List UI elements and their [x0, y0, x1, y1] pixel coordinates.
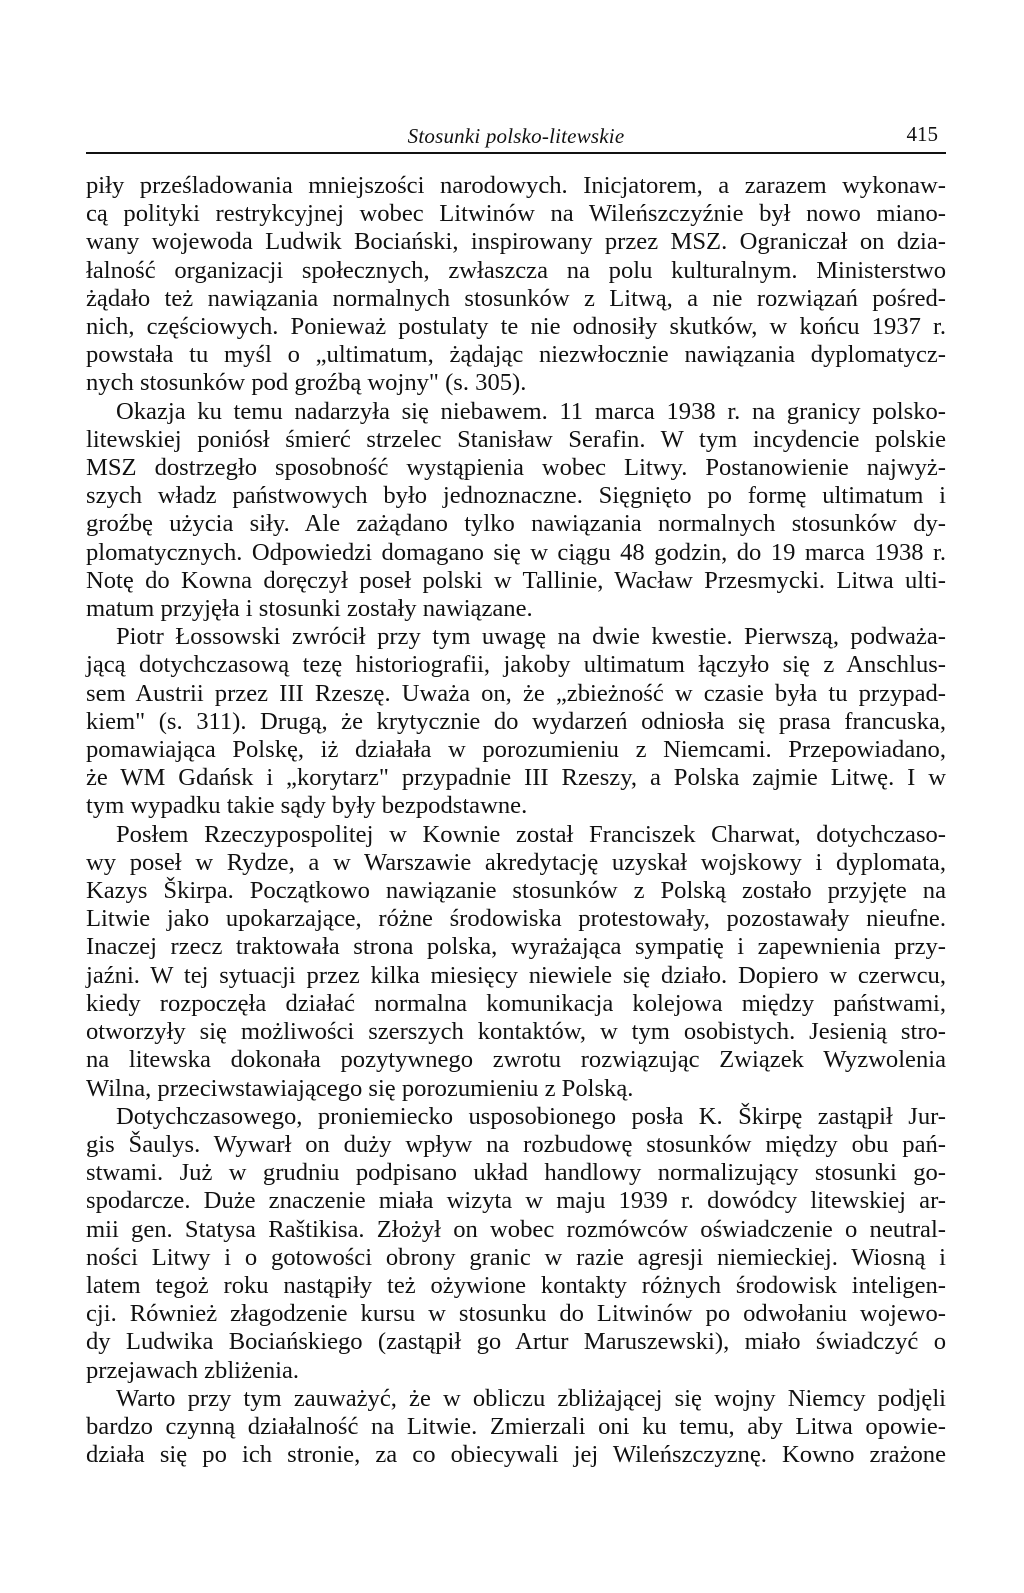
text-line: Inaczej rzecz traktowała strona polska, wyrażająca sympatię i zapewnienia przy-	[86, 933, 946, 961]
text-line: otworzyły się możliwości szerszych kontaktów, w tym osobistych. Jesienią stro-	[86, 1018, 946, 1046]
text-line: wany wojewoda Ludwik Bociański, inspirowany przez MSZ. Ograniczał on dzia-	[86, 228, 946, 256]
text-line: pomawiająca Polskę, iż działała w porozumieniu z Niemcami. Przepowiadano,	[86, 736, 946, 764]
text-line: powstała tu myśl o „ultimatum, żądając niezwłocznie nawiązania dyplomatycz-	[86, 341, 946, 369]
text-line: Okazja ku temu nadarzyła się niebawem. 11 marca 1938 r. na granicy polsko-	[116, 397, 946, 425]
text-line: bardzo czynną działalność na Litwie. Zmierzali oni ku temu, aby Litwa opowie-	[86, 1412, 946, 1440]
text-line: szych władz państwowych było jednoznaczne. Sięgnięto po formę ultimatum i	[86, 482, 946, 510]
text-line: nych stosunków pod groźbą wojny" (s. 305).	[86, 369, 527, 397]
text-line: żądało też nawiązania normalnych stosunków z Litwą, a nie rozwiązań pośred-	[86, 284, 946, 312]
text-line: Piotr Łossowski zwrócił przy tym uwagę na dwie kwestie. Pierwszą, podważa-	[116, 623, 946, 651]
text-line: jącą dotychczasową tezę historiografii, jakoby ultimatum łączyło się z Anschlus-	[86, 651, 946, 679]
running-title: Stosunki polsko-litewskie	[407, 124, 625, 148]
paragraph	[86, 1385, 946, 1470]
text-line: Wilna, przeciwstawiającego się porozumieniu z Polską.	[86, 1074, 634, 1102]
text-line: ności Litwy i o gotowości obrony granic w razie agresji niemieckiej. Wiosną i	[86, 1243, 946, 1271]
paragraph	[86, 398, 946, 624]
text-line: Dotychczasowego, proniemiecko usposobionego posła K. Škirpę zastąpił Jur-	[116, 1102, 946, 1130]
text-line: łalność organizacji społecznych, zwłaszcza na polu kulturalnym. Ministerstwo	[86, 256, 946, 284]
text-line: litewskiej poniósł śmierć strzelec Stanisław Serafin. W tym incydencie polskie	[86, 425, 946, 453]
text-line: że WM Gdańsk i „korytarz" przypadnie III Rzeszy, a Polska zajmie Litwę. I w	[86, 764, 946, 792]
text-line: Warto przy tym zauważyć, że w obliczu zbliżającej się wojny Niemcy podjęli	[116, 1384, 946, 1412]
text-line: sem Austrii przez III Rzeszę. Uważa on, że „zbieżność w czasie była tu przypad-	[86, 679, 946, 707]
text-line: spodarcze. Duże znaczenie miała wizyta w maju 1939 r. dowódcy litewskiej ar-	[86, 1187, 946, 1215]
document-page	[86, 118, 946, 1469]
text-line: Litwie jako upokarzające, różne środowiska protestowały, pozostawały nieufne.	[86, 905, 946, 933]
running-header	[86, 118, 946, 154]
text-line: plomatycznych. Odpowiedzi domagano się w ciągu 48 godzin, do 19 marca 1938 r.	[86, 538, 946, 566]
text-line: jaźni. W tej sytuacji przez kilka miesięcy niewiele się działo. Dopiero w czerwcu,	[86, 961, 946, 989]
text-line: dy Ludwika Bociańskiego (zastąpił go Artur Maruszewski), miało świadczyć o	[86, 1328, 946, 1356]
text-line: latem tegoż roku nastąpiły też ożywione kontakty różnych środowisk inteligen-	[86, 1271, 946, 1299]
text-line: piły prześladowania mniejszości narodowych. Inicjatorem, a zarazem wykonaw-	[86, 172, 946, 199]
paragraph	[86, 623, 946, 820]
text-line: stwami. Już w grudniu podpisano układ handlowy normalizujący stosunki go-	[86, 1159, 946, 1187]
text-line: mii gen. Statysa Raštikisa. Złożył on wobec rozmówców oświadczenie o neutral-	[86, 1215, 946, 1243]
text-line: Kazys Škirpa. Początkowo nawiązanie stosunków z Polską zostało przyjęte na	[86, 877, 946, 905]
text-line: nich, częściowych. Ponieważ postulaty te nie odnosiły skutków, w końcu 1937 r.	[86, 313, 946, 341]
text-line: działa się po ich stronie, za co obiecywali jej Wileńszczyznę. Kowno zrażone	[86, 1441, 946, 1469]
text-line: Posłem Rzeczypospolitej w Kownie został Franciszek Charwat, dotychczaso-	[116, 820, 946, 848]
text-line: groźbę użycia siły. Ale zażądano tylko nawiązania normalnych stosunków dy-	[86, 510, 946, 538]
paragraph	[86, 1103, 946, 1385]
body-text	[86, 172, 946, 1469]
text-line: MSZ dostrzegło sposobność wystąpienia wobec Litwy. Postanowienie najwyż-	[86, 454, 946, 482]
text-line: kiem" (s. 311). Drugą, że krytycznie do wydarzeń odniosła się prasa francuska,	[86, 707, 946, 735]
text-line: wy poseł w Rydze, a w Warszawie akredytację uzyskał wojskowy i dyplomata,	[86, 848, 946, 876]
text-line: cji. Również złagodzenie kursu w stosunku do Litwinów po odwołaniu wojewo-	[86, 1300, 946, 1328]
text-line: kiedy rozpoczęła działać normalna komunikacja kolejowa między państwami,	[86, 989, 946, 1017]
text-line: matum przyjęła i stosunki zostały nawiązane.	[86, 595, 533, 623]
text-line: przejawach zbliżenia.	[86, 1356, 300, 1384]
text-line: cą polityki restrykcyjnej wobec Litwinów na Wileńszczyźnie był nowo miano-	[86, 200, 946, 228]
text-line: na litewska dokonała pozytywnego zwrotu rozwiązując Związek Wyzwolenia	[86, 1046, 946, 1074]
page-number: 415	[906, 122, 938, 146]
paragraph	[86, 821, 946, 1103]
text-line: tym wypadku takie sądy były bezpodstawne.	[86, 792, 528, 820]
paragraph	[86, 172, 946, 398]
text-line: Notę do Kowna doręczył poseł polski w Tallinie, Wacław Przesmycki. Litwa ulti-	[86, 566, 946, 594]
text-line: gis Šaulys. Wywarł on duży wpływ na rozbudowę stosunków między obu pań-	[86, 1130, 946, 1158]
